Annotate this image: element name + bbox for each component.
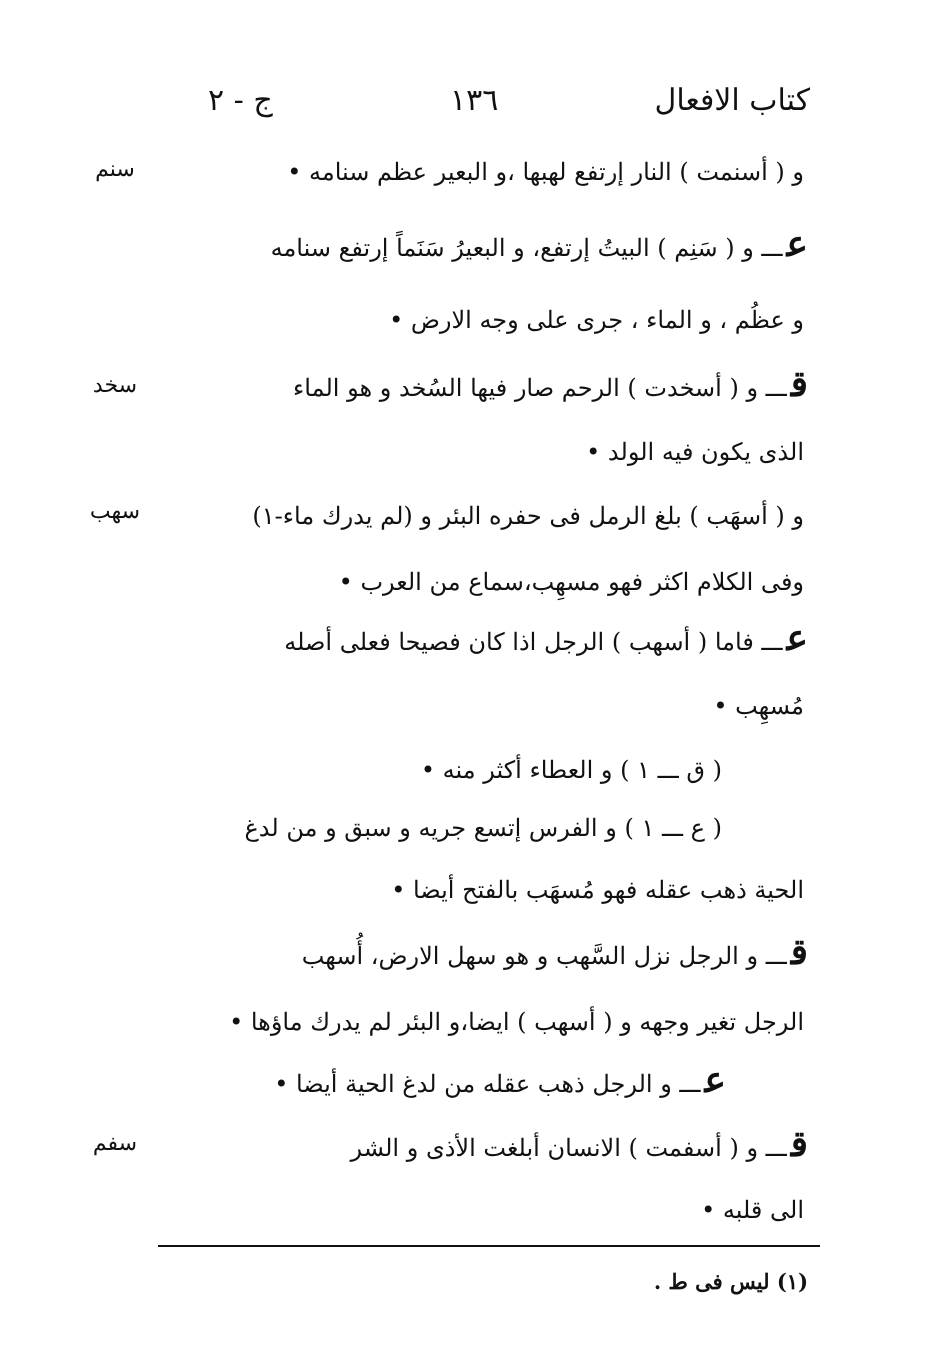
text-line: وفى الكلام اكثر فهو مسهِب،سماع من العرب • — [338, 568, 804, 596]
text-line: الحية ذهب عقله فهو مُسهَب بالفتح أيضا • — [391, 876, 804, 904]
text-line: مُسهِب • — [713, 692, 804, 720]
entry-marker: ق — [790, 1123, 808, 1165]
text-line: عـــ فاما ( أسهب ) الرجل اذا كان فصيحا فعلى أصله — [284, 617, 808, 659]
margin-note: سنم — [95, 157, 135, 182]
margin-note: سخد — [92, 373, 138, 398]
footnote-divider — [158, 1245, 820, 1247]
text-line: عـــ و ( سَنِم ) البيتُ إرتفع، و البعيرُ سَنَماً إرتفع سنامه — [270, 223, 808, 265]
volume-number: ج - ٢ — [208, 83, 273, 118]
footnote: (١) ليس فى ط . — [653, 1269, 808, 1294]
entry-marker: ع — [786, 617, 808, 659]
text-line: قـــ و ( أسفمت ) الانسان أبلغت الأذى و الشر — [350, 1123, 808, 1165]
margin-note: سفم — [92, 1131, 138, 1156]
entry-marker: ق — [790, 931, 808, 973]
text-line: الذى يكون فيه الولد • — [586, 438, 804, 466]
text-line: قـــ و الرجل نزل السَّهب و هو سهل الارض، أُسهب — [301, 931, 808, 973]
text-line: و ( أسنمت ) النار إرتفع لهبها ،و البعير عظم سنامه • — [287, 158, 804, 186]
text-line: ( ق ـــ ١ ) و العطاء أكثر منه • — [420, 756, 722, 784]
entry-marker: ع — [704, 1059, 726, 1101]
text-line: عـــ و الرجل ذهب عقله من لدغ الحية أيضا • — [274, 1059, 726, 1101]
page-number: ١٣٦ — [450, 83, 499, 118]
text-line: الى قلبه • — [701, 1196, 804, 1224]
text-line: و ( أسهَب ) بلغ الرمل فى حفره البئر و (لم يدرك ماء-١) — [252, 502, 804, 530]
text-line: الرجل تغير وجهه و ( أسهب ) ايضا،و البئر لم يدرك ماؤها • — [229, 1008, 804, 1036]
book-title: كتاب الافعال — [654, 83, 810, 118]
text-line: ( ع ـــ ١ ) و الفرس إتسع جريه و سبق و من لدغ — [244, 814, 722, 842]
entry-marker: ق — [790, 363, 808, 405]
margin-note: سهب — [89, 499, 141, 524]
text-line: قـــ و ( أسخدت ) الرحم صار فيها السُخد و هو الماء — [293, 363, 808, 405]
entry-marker: ع — [786, 223, 808, 265]
text-line: و عظُم ، و الماء ، جرى على وجه الارض • — [389, 306, 804, 334]
page-header — [150, 78, 810, 128]
